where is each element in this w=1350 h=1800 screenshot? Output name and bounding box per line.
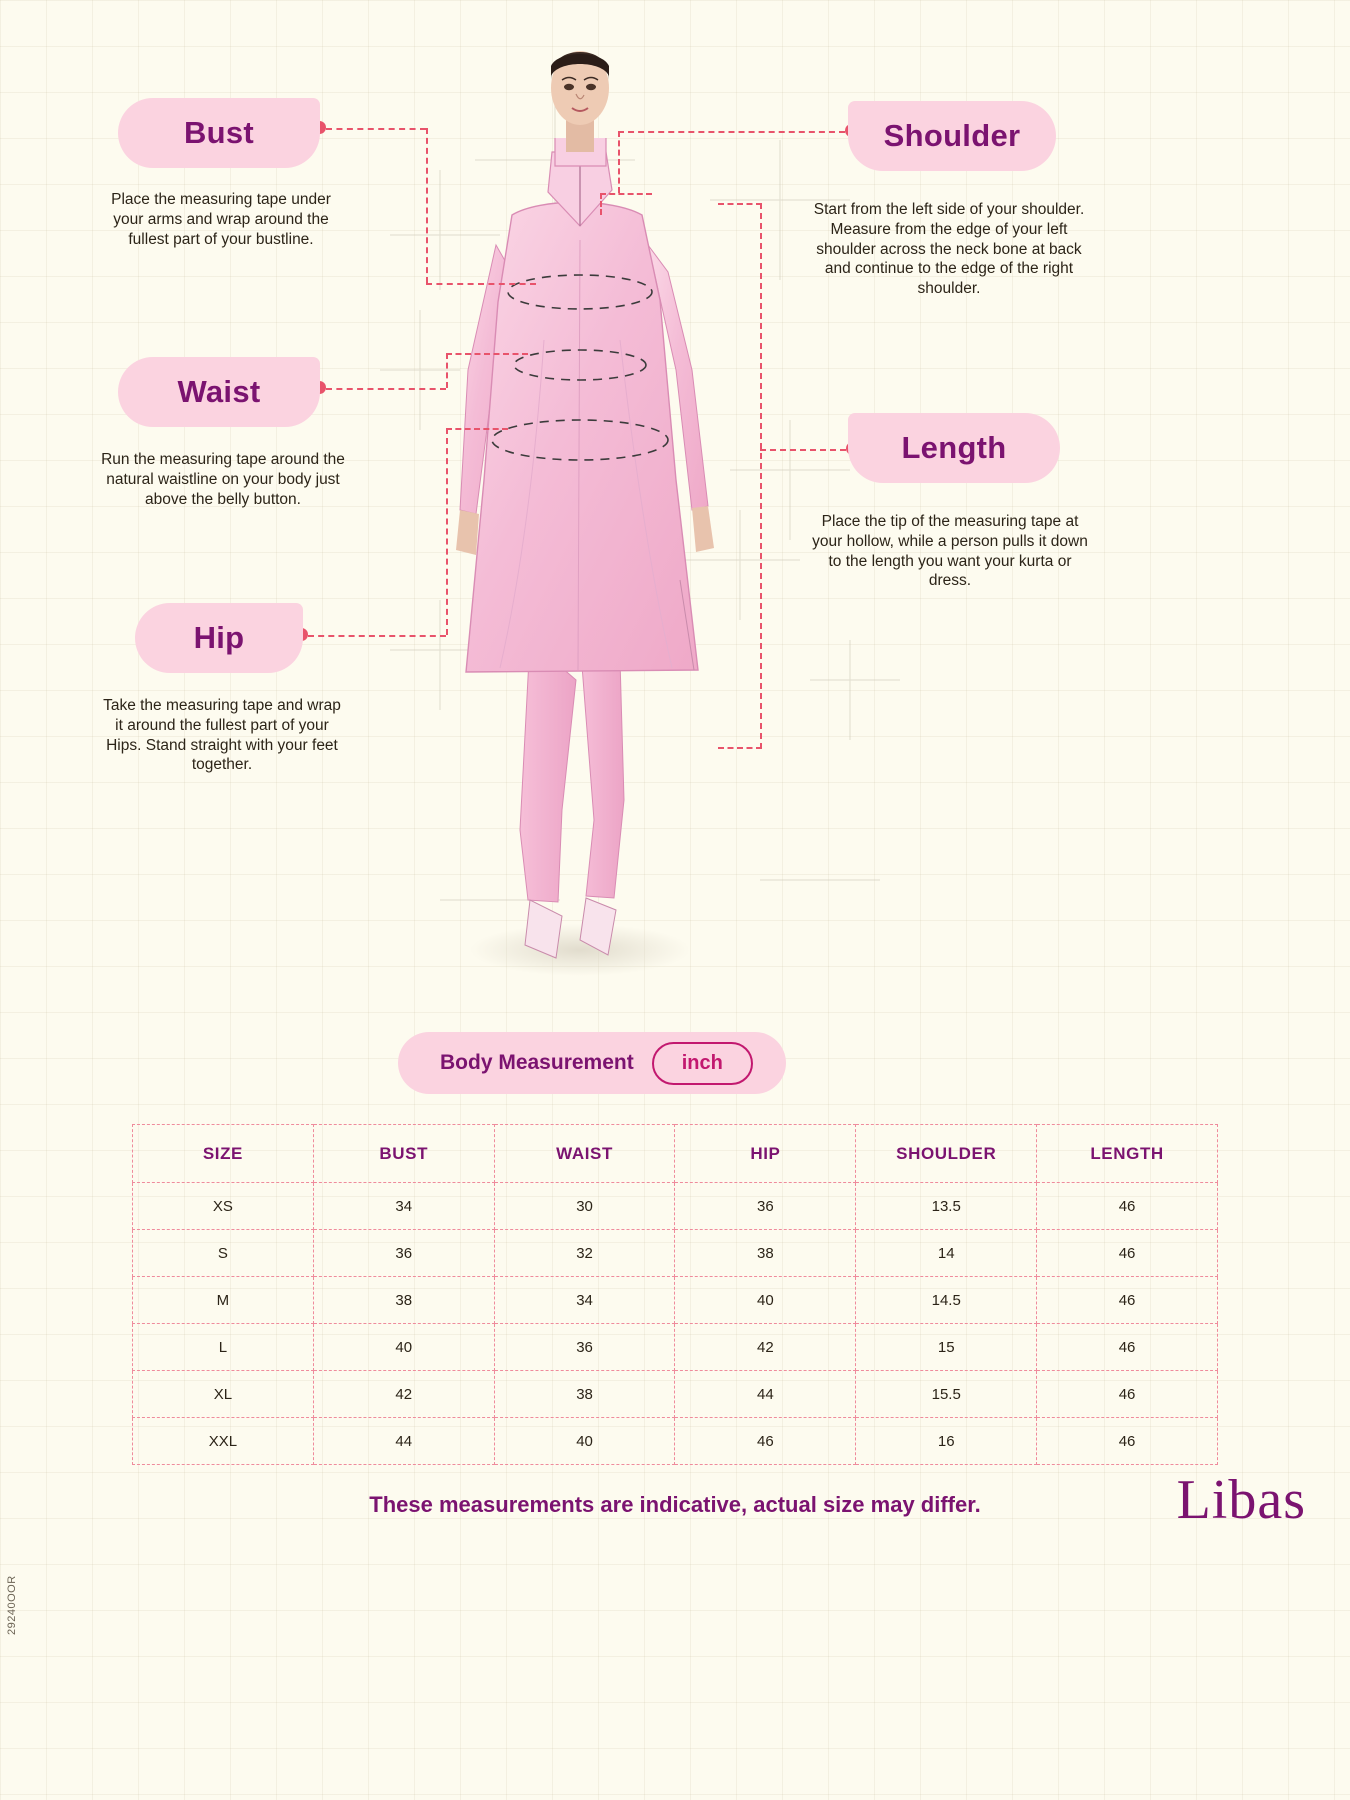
- length-connector-line-3: [718, 203, 762, 205]
- cell-length: 46: [1037, 1183, 1218, 1230]
- col-waist: WAIST: [494, 1125, 675, 1183]
- callout-pill-length: [848, 413, 1060, 483]
- bust-connector-line-2: [426, 128, 428, 283]
- table-row: [133, 1277, 1218, 1324]
- cell-length: 46: [1037, 1418, 1218, 1465]
- waist-connector-line-3: [446, 353, 528, 355]
- table-row: [133, 1230, 1218, 1277]
- cell-size: M: [133, 1277, 314, 1324]
- cell-waist: 36: [494, 1324, 675, 1371]
- page-code: 29240OOR: [6, 1575, 18, 1635]
- cell-hip: 38: [675, 1230, 856, 1277]
- cell-size: XL: [133, 1371, 314, 1418]
- col-shoulder: SHOULDER: [856, 1125, 1037, 1183]
- unit-toggle[interactable]: inch: [652, 1042, 753, 1085]
- shoulder-connector-line-4: [600, 193, 602, 215]
- col-bust: BUST: [313, 1125, 494, 1183]
- callout-description-hip: Take the measuring tape and wrap it around the fullest part of your Hips. Stand straight with your feet together.: [103, 697, 341, 774]
- bust-connector-line-1: [326, 128, 426, 130]
- cell-waist: 30: [494, 1183, 675, 1230]
- table-row: [133, 1418, 1218, 1465]
- length-connector-line-4: [718, 747, 762, 749]
- length-connector-line-1: [760, 449, 846, 451]
- callout-pill-shoulder: [848, 101, 1056, 171]
- col-size: SIZE: [133, 1125, 314, 1183]
- hip-connector-line-1: [308, 635, 446, 637]
- cell-waist: 32: [494, 1230, 675, 1277]
- disclaimer-text: These measurements are indicative, actual size may differ.: [369, 1492, 981, 1517]
- cell-bust: 42: [313, 1371, 494, 1418]
- cell-bust: 44: [313, 1418, 494, 1465]
- cell-bust: 40: [313, 1324, 494, 1371]
- cell-hip: 36: [675, 1183, 856, 1230]
- callout-pill-waist: [118, 357, 320, 427]
- cell-bust: 36: [313, 1230, 494, 1277]
- callout-pill-hip: [135, 603, 303, 673]
- cell-size: L: [133, 1324, 314, 1371]
- cell-length: 46: [1037, 1324, 1218, 1371]
- table-row: [133, 1324, 1218, 1371]
- body-measurement-bar: [398, 1032, 786, 1094]
- cell-bust: 34: [313, 1183, 494, 1230]
- cell-length: 46: [1037, 1230, 1218, 1277]
- table-row: [133, 1371, 1218, 1418]
- body-measurement-title: Body Measurement: [440, 1051, 634, 1074]
- col-length: LENGTH: [1037, 1125, 1218, 1183]
- cell-hip: 46: [675, 1418, 856, 1465]
- length-connector-line-2: [760, 203, 762, 749]
- table-row: [133, 1183, 1218, 1230]
- cell-shoulder: 15.5: [856, 1371, 1037, 1418]
- waist-connector-line-1: [326, 388, 446, 390]
- cell-hip: 44: [675, 1371, 856, 1418]
- cell-shoulder: 13.5: [856, 1183, 1037, 1230]
- callout-label-length: Length: [901, 430, 1007, 465]
- cell-waist: 40: [494, 1418, 675, 1465]
- callout-description-shoulder: Start from the left side of your shoulder. Measure from the edge of your left shoulder across the neck bone at back and continue to the edge of the right shoulder.: [813, 201, 1085, 298]
- shoulder-connector-line-2: [618, 131, 620, 193]
- callout-label-shoulder: Shoulder: [883, 118, 1021, 153]
- shoulder-connector-line-3: [600, 193, 652, 195]
- callout-label-bust: Bust: [183, 115, 255, 150]
- col-hip: HIP: [675, 1125, 856, 1183]
- cell-size: S: [133, 1230, 314, 1277]
- cell-bust: 38: [313, 1277, 494, 1324]
- cell-size: XXL: [133, 1418, 314, 1465]
- callout-pill-bust: [118, 98, 320, 168]
- cell-shoulder: 14: [856, 1230, 1037, 1277]
- cell-shoulder: 15: [856, 1324, 1037, 1371]
- hip-connector-line-2: [446, 428, 448, 635]
- size-chart-table: [132, 1124, 1218, 1465]
- callout-description-bust: Place the measuring tape under your arms and wrap around the fullest part of your bustline.: [111, 191, 331, 248]
- cell-waist: 34: [494, 1277, 675, 1324]
- callout-description-waist: Run the measuring tape around the natural waistline on your body just above the belly button.: [101, 451, 345, 508]
- table-header-row: [133, 1125, 1218, 1183]
- cell-hip: 40: [675, 1277, 856, 1324]
- cell-length: 46: [1037, 1277, 1218, 1324]
- hip-connector-line-3: [446, 428, 508, 430]
- cell-waist: 38: [494, 1371, 675, 1418]
- cell-shoulder: 16: [856, 1418, 1037, 1465]
- cell-shoulder: 14.5: [856, 1277, 1037, 1324]
- bust-connector-line-3: [426, 283, 536, 285]
- cell-hip: 42: [675, 1324, 856, 1371]
- shoulder-connector-line-1: [618, 131, 845, 133]
- cell-length: 46: [1037, 1371, 1218, 1418]
- callout-description-length: Place the tip of the measuring tape at your hollow, while a person pulls it down to the length you want your kurta or dress.: [812, 513, 1088, 590]
- waist-connector-line-2: [446, 353, 448, 388]
- cell-size: XS: [133, 1183, 314, 1230]
- callout-label-hip: Hip: [193, 620, 245, 655]
- brand-logo: Libas: [1176, 1469, 1306, 1531]
- callout-label-waist: Waist: [177, 374, 261, 409]
